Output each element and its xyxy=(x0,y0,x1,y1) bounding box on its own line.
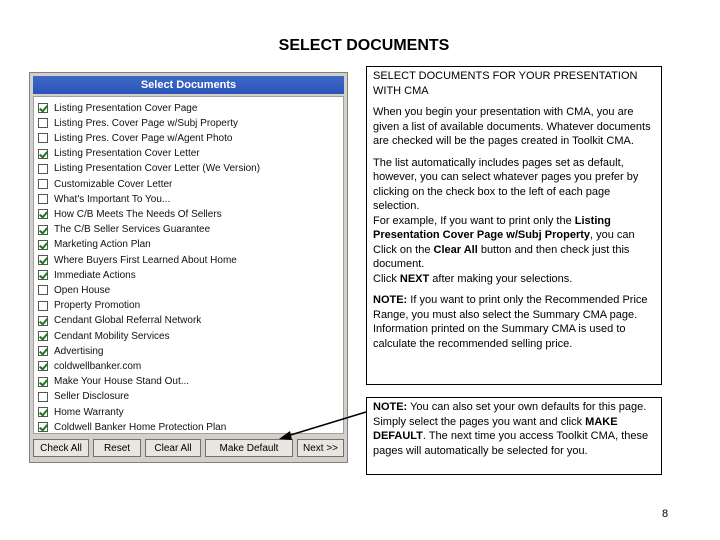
unchecked-checkbox[interactable] xyxy=(38,285,48,295)
document-item-label: Listing Presentation Cover Page xyxy=(54,102,198,114)
instructions-box xyxy=(366,66,662,385)
default-note-label: NOTE: xyxy=(373,401,408,413)
para2-b2: , you can Click on the xyxy=(373,229,635,256)
note-text: If you want to print only the Recommended Price Range, you must also select the Summary CMA page. Information printed on the Summary CMA is used to calculate the recommended selling price. xyxy=(373,294,648,350)
note-label: NOTE: xyxy=(373,294,408,306)
checked-checkbox[interactable] xyxy=(38,346,48,356)
document-item[interactable] xyxy=(38,405,338,419)
document-item-label: Listing Pres. Cover Page w/Agent Photo xyxy=(54,132,233,144)
document-item[interactable] xyxy=(38,131,338,145)
checked-checkbox[interactable] xyxy=(38,377,48,387)
document-item[interactable] xyxy=(38,116,338,130)
unchecked-checkbox[interactable] xyxy=(38,194,48,204)
document-item[interactable] xyxy=(38,238,338,252)
para2-c1: Click xyxy=(373,272,400,285)
document-item-label: Cendant Global Referral Network xyxy=(54,315,202,327)
checked-checkbox[interactable] xyxy=(38,331,48,341)
instructions-heading: SELECT DOCUMENTS FOR YOUR PRESENTATION WITH CMA xyxy=(373,70,638,97)
checked-checkbox[interactable] xyxy=(38,240,48,250)
unchecked-checkbox[interactable] xyxy=(38,164,48,174)
select-documents-dialog xyxy=(29,72,348,463)
next-button[interactable]: Next >> xyxy=(297,439,344,457)
para2-b1: For example, If you want to print only the xyxy=(373,214,575,227)
unchecked-checkbox[interactable] xyxy=(38,301,48,311)
unchecked-checkbox[interactable] xyxy=(38,179,48,189)
para2-b-bold2: Clear All xyxy=(433,243,478,256)
document-item[interactable] xyxy=(38,192,338,206)
instructions-para2 xyxy=(373,156,655,287)
document-item-label: Coldwell Banker Home Protection Plan xyxy=(54,421,227,433)
document-item[interactable] xyxy=(38,344,338,358)
para2-c2: after making your selections. xyxy=(429,272,573,285)
instructions-note xyxy=(373,293,655,351)
checked-checkbox[interactable] xyxy=(38,255,48,265)
instructions-para1: When you begin your presentation with CMA, you are given a list of available documents. Whatever documents are checked will be the pages created in Toolkit CMA. xyxy=(373,106,651,147)
checked-checkbox[interactable] xyxy=(38,422,48,432)
checked-checkbox[interactable] xyxy=(38,103,48,113)
document-item[interactable] xyxy=(38,299,338,313)
document-item-label: How C/B Meets The Needs Of Sellers xyxy=(54,208,222,220)
document-item[interactable] xyxy=(38,177,338,191)
default-note-bold: MAKE DEFAULT xyxy=(373,415,618,442)
para2-b-bold1: Listing Presentation Cover Page w/Subj Property xyxy=(373,214,611,241)
document-item-label: Immediate Actions xyxy=(54,269,136,281)
document-item-label: Advertising xyxy=(54,345,104,357)
checked-checkbox[interactable] xyxy=(38,361,48,371)
slide-title: SELECT DOCUMENTS xyxy=(278,37,450,54)
para2-c-bold: NEXT xyxy=(399,272,430,285)
document-item-label: Open House xyxy=(54,284,111,296)
document-item-label: Cendant Mobility Services xyxy=(54,330,170,342)
default-note-text-a: You can also set your own defaults for this page. Simply select the pages you want and click xyxy=(373,401,647,428)
document-item[interactable] xyxy=(38,268,338,282)
checked-checkbox[interactable] xyxy=(38,407,48,417)
document-item-label: Where Buyers First Learned About Home xyxy=(54,254,237,266)
unchecked-checkbox[interactable] xyxy=(38,133,48,143)
document-item-label: Listing Pres. Cover Page w/Subj Property xyxy=(54,117,238,129)
para2-a: The list automatically includes pages set as default, however, you can select whatever pages you prefer by clicking on the check box to the left of each page selection. xyxy=(373,156,639,212)
make-default-button[interactable]: Make Default xyxy=(205,439,293,457)
document-list[interactable] xyxy=(33,96,344,434)
document-item[interactable] xyxy=(38,253,338,267)
document-item-label: Listing Presentation Cover Letter xyxy=(54,148,200,160)
default-note-text-b: . The next time you access Toolkit CMA, these pages will automatically be selected for you. xyxy=(373,430,649,457)
checked-checkbox[interactable] xyxy=(38,270,48,280)
document-item-label: Property Promotion xyxy=(54,300,141,312)
document-item[interactable] xyxy=(38,329,338,343)
document-item-label: Make Your House Stand Out... xyxy=(54,376,190,388)
document-item-label: What's Important To You... xyxy=(54,193,171,205)
unchecked-checkbox[interactable] xyxy=(38,392,48,402)
document-item-label: Home Warranty xyxy=(54,406,124,418)
document-item[interactable] xyxy=(38,283,338,297)
document-item[interactable] xyxy=(38,101,338,115)
document-item[interactable] xyxy=(38,223,338,237)
document-item[interactable] xyxy=(38,147,338,161)
checked-checkbox[interactable] xyxy=(38,209,48,219)
reset-button[interactable]: Reset xyxy=(93,439,141,457)
clear-all-button[interactable]: Clear All xyxy=(145,439,201,457)
document-item-label: Customizable Cover Letter xyxy=(54,178,173,190)
checked-checkbox[interactable] xyxy=(38,149,48,159)
document-item[interactable] xyxy=(38,207,338,221)
document-item[interactable] xyxy=(38,359,338,373)
document-item-label: Seller Disclosure xyxy=(54,391,130,403)
page-number: 8 xyxy=(662,508,669,520)
para2-b3: button and then check just this document. xyxy=(373,243,630,270)
document-item-label: coldwellbanker.com xyxy=(54,360,142,372)
dialog-buttons xyxy=(33,439,344,459)
default-note xyxy=(373,400,655,458)
document-item-label: The C/B Seller Services Guarantee xyxy=(54,224,211,236)
default-note-box xyxy=(366,397,662,475)
document-item[interactable] xyxy=(38,375,338,389)
document-item[interactable] xyxy=(38,390,338,404)
unchecked-checkbox[interactable] xyxy=(38,118,48,128)
dialog-title: Select Documents xyxy=(33,76,344,94)
document-item[interactable] xyxy=(38,314,338,328)
document-item[interactable] xyxy=(38,420,338,434)
check-all-button[interactable]: Check All xyxy=(33,439,89,457)
checked-checkbox[interactable] xyxy=(38,225,48,235)
document-item-label: Listing Presentation Cover Letter (We Version) xyxy=(54,163,261,175)
document-item-label: Marketing Action Plan xyxy=(54,239,151,251)
checked-checkbox[interactable] xyxy=(38,316,48,326)
document-item[interactable] xyxy=(38,162,338,176)
